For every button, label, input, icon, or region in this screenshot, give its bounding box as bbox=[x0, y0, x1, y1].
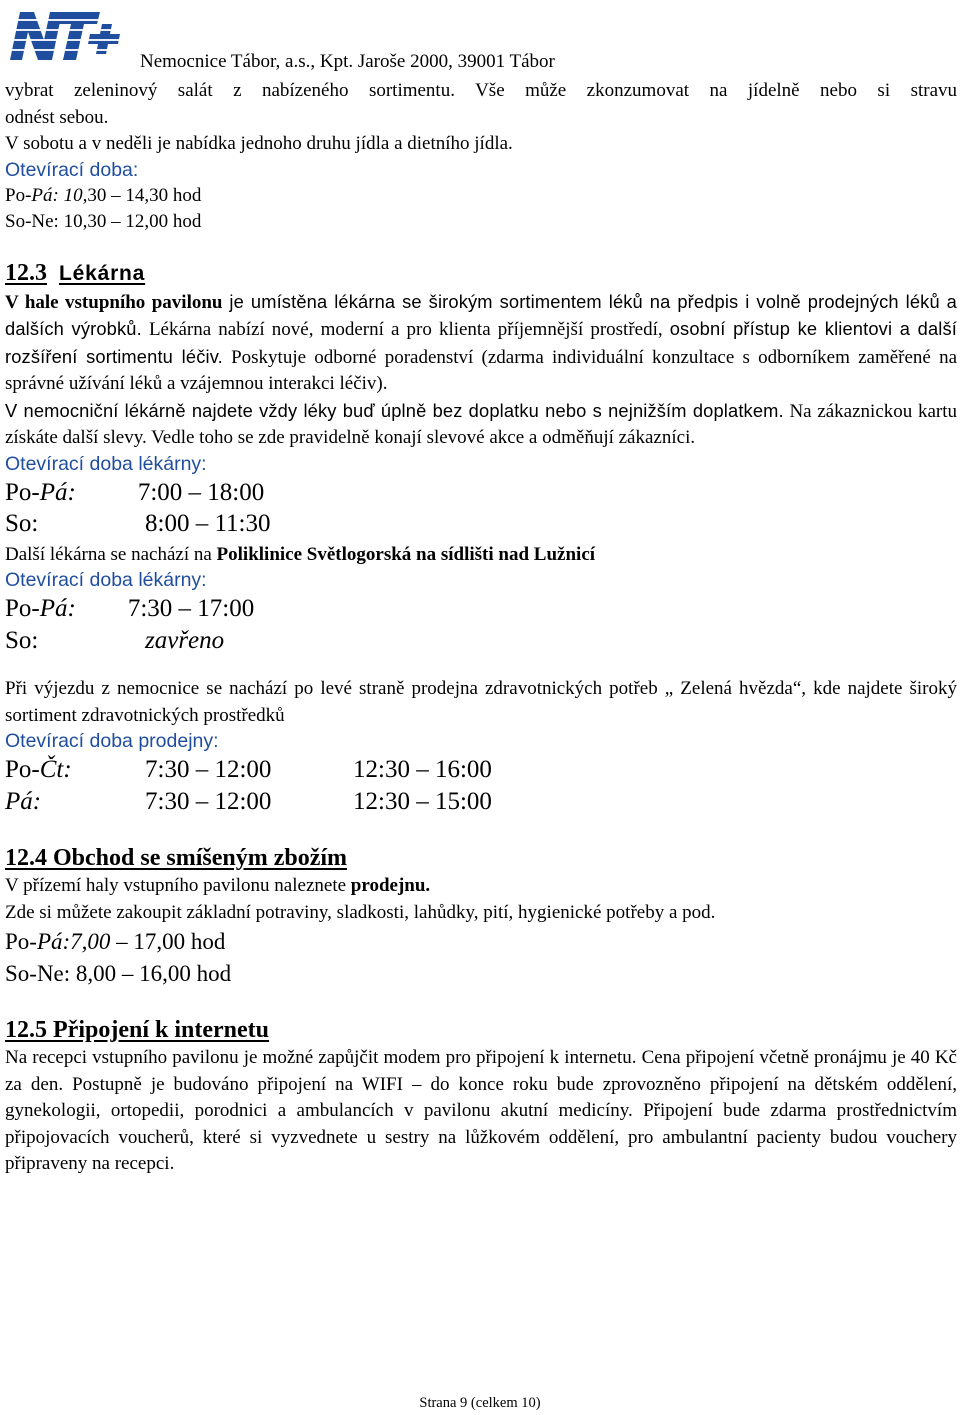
pharmacy-paragraph-1: V hale vstupního pavilonu je umístěna lékárna se širokým sortimentem léků na předpis i volně prodejných léků a dalších výrobků. Lékárna nabízí nové, moderní a pro klienta příjemnější prostředí, osobní přístup ke klientovi a další rozšíření sortimentu léčiv. Poskytuje odborné poradenství (zdarma individuální konzultace s odborníkem zaměřené na správné užívání léků a vzájemnou interakci léčiv). bbox=[5, 290, 958, 394]
cafeteria-line-2: odnést sebou. bbox=[5, 106, 109, 128]
general-store-line-2: Zde si můžete zakoupit základní potraviny, sladkosti, lahůdky, pití, hygienické potřeby a pod. bbox=[5, 901, 716, 923]
general-store-heading: 12.4 Obchod se smíšeným zbožím bbox=[5, 845, 347, 871]
page-number: Strana 9 (celkem 10) bbox=[419, 1395, 541, 1411]
header-address: Nemocnice Tábor, a.s., Kpt. Jaroše 2000, 39001 Tábor bbox=[140, 51, 555, 72]
pharmacy-heading: 12.3 Lékárna bbox=[5, 259, 146, 286]
medical-supply-shop-hours-fri: Pá: 7:30 – 12:00 12:30 – 15:00 bbox=[5, 787, 492, 815]
general-store-hours-weekday: Po-Pá:7,00 – 17,00 hod bbox=[5, 929, 226, 954]
hospital-logo bbox=[8, 6, 126, 64]
second-pharmacy-hours-weekday: Po-Pá: 7:30 – 17:00 bbox=[5, 595, 255, 622]
page-content bbox=[5, 78, 957, 1178]
cafeteria-weekend-hours: So-Ne: 10,30 – 12,00 hod bbox=[5, 211, 202, 232]
internet-heading: 12.5 Připojení k internetu bbox=[5, 1017, 269, 1043]
pharmacy-hours-weekday: Po-Pá: 7:00 – 18:00 bbox=[5, 478, 265, 506]
cafeteria-hours-label: Otevírací doba: bbox=[5, 158, 139, 181]
second-pharmacy-hours-saturday: So: zavřeno bbox=[5, 626, 225, 654]
second-pharmacy-info: Další lékárna se nachází na Poliklinice Světlogorská na sídlišti nad Lužnicí bbox=[5, 543, 596, 565]
cafeteria-weekday-hours: Po-Pá: 10,30 – 14,30 hod bbox=[5, 184, 202, 206]
cafeteria-line-1: vybrat zeleninový salát z nabízeného sortimentu. Vše může zkonzumovat na jídelně nebo si stravu bbox=[5, 80, 957, 101]
second-pharmacy-hours-label: Otevírací doba lékárny: bbox=[5, 569, 207, 591]
pharmacy-hours-saturday: So: 8:00 – 11:30 bbox=[5, 510, 271, 537]
pharmacy-paragraph-2: V nemocniční lékárně najdete vždy léky buď úplně bez doplatku nebo s nejnižším doplatkem. Na zákaznickou kartu získáte další slevy. Vedle toho se zde pravidelně konají slevové akce a odměňují zákazníci. bbox=[5, 399, 957, 448]
general-store-hours-weekend: So-Ne: 8,00 – 16,00 hod bbox=[5, 960, 232, 986]
pharmacy-hours-label: Otevírací doba lékárny: bbox=[5, 452, 207, 475]
medical-supply-shop-info: Při výjezdu z nemocnice se nachází po levé straně prodejna zdravotnických potřeb „ Zelená hvězda“, kde najdete široký sortiment zdravotnických prostředků bbox=[5, 678, 957, 726]
general-store-line-1: V přízemí haly vstupního pavilonu naleznete prodejnu. bbox=[5, 875, 431, 896]
medical-supply-shop-hours-mon-thu: Po-Čt: 7:30 – 12:00 12:30 – 16:00 bbox=[5, 756, 492, 783]
medical-supply-shop-hours-label: Otevírací doba prodejny: bbox=[5, 730, 219, 752]
internet-paragraph: Na recepci vstupního pavilonu je možné zapůjčit modem pro připojení k internetu. Cena připojení včetně pronájmu je 40 Kč za den. Postupně je budováno připojení na WIFI – do konce roku bude zprovozněno připojení na dětském oddělení, gynekologii, ortopedii, porodnici a ambulancích v pavilonu akutní medicíny. Připojení bude zdarma prostřednictvím připojovacích voucherů, které si vyzvednete u sestry na lůžkovém oddělení, pro ambulantní pacienty budou vouchery připraveny na recepci. bbox=[5, 1047, 957, 1174]
cafeteria-line-3: V sobotu a v neděli je nabídka jednoho druhu jídla a dietního jídla. bbox=[5, 133, 513, 154]
